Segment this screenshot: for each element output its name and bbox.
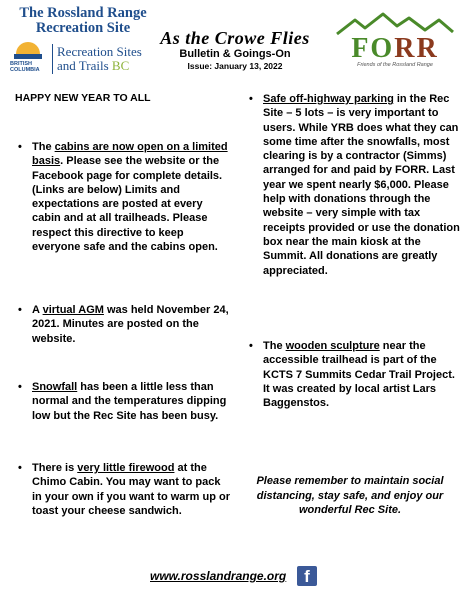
bullet-text: A [32, 304, 43, 316]
bullet-text: near the accessible trailhead is part of the KCTS 7 Summits Cedar Trail Project. It was created by local artist Lars Baggenstos. [263, 340, 455, 410]
bullet-dot: • [249, 93, 253, 105]
bullet-text: in the Rec Site – 5 lots – is very important to users. While YRB does what they can some time after the snowfalls, most clearing is by a contractor (Simms) arranged for and paid by FORR. Last year we spent nearly $6,000. Please help with donations through the website – very simple with tax receipts provided or use the donation box near the main kiosk at the Summit. All donations are greatly appreciated. [263, 93, 460, 277]
bullet-text: There is [32, 462, 78, 474]
bc-sun-logo-icon [10, 42, 48, 76]
newsletter-subtitle: Bulletin & Goings-On [179, 48, 291, 60]
greeting-heading: HAPPY NEW YEAR TO ALL [15, 92, 151, 104]
newsletter-title: As the Crowe Flies [160, 28, 310, 48]
bullet-text: has been a little less than normal and the temperatures dipping low but the Rec Site has been busy. [32, 381, 227, 422]
bullet-text: at the Chimo Cabin. You may want to pack in your own if you want to warm up or toast your cheese sandwich. [32, 462, 230, 517]
website-link[interactable]: www.rosslandrange.org [150, 569, 287, 583]
newsletter-masthead [150, 28, 320, 72]
bullet-text: was held November 24, 2021. Minutes are posted on the website. [32, 304, 229, 345]
bc-text-line2: COLUMBIA [10, 67, 40, 73]
bullet-sculpture [249, 339, 463, 410]
closing-message: Please remember to maintain social distancing, stay safe, and enjoy our wonderful Rec Site. [256, 475, 444, 516]
bullet-dot: • [249, 340, 253, 352]
site-title-line1: The Rossland Range [19, 5, 147, 21]
bullet-snowfall [18, 380, 232, 423]
footer [150, 569, 286, 583]
site-title-line2: Recreation Site [35, 20, 131, 36]
bullet-dot: • [18, 141, 22, 153]
facebook-icon[interactable]: f [297, 566, 317, 586]
bullet-highlight: cabins are now open on a limited basis [32, 141, 228, 168]
bc-text-line1: BRITISH [10, 61, 32, 67]
rec-sites-line2a: and Trails [57, 58, 109, 73]
bullet-text: The [263, 340, 286, 352]
bullet-dot: • [18, 304, 22, 316]
bullet-agm [18, 303, 232, 346]
bullet-text: The [32, 141, 55, 153]
rec-sites-line1: Recreation Sites [57, 44, 142, 59]
forr-word-b: RR [394, 33, 439, 64]
forr-tagline: Friends of the Rossland Range [357, 62, 433, 68]
bullet-dot: • [18, 381, 22, 393]
bullet-firewood [18, 461, 232, 518]
rec-sites-line2b: BC [111, 58, 130, 73]
bullet-highlight: very little firewood [77, 462, 175, 474]
bullet-highlight: wooden sculpture [285, 340, 380, 352]
bullet-highlight: Snowfall [32, 381, 78, 393]
bullet-highlight: Safe off-highway parking [263, 93, 394, 105]
bullet-text: . Please see the website or the Facebook page for complete details. (Links are below) Limits and expectations are posted at every cabin and at all trailheads. Please respect this directive to keep everyone safe and the cabins open. [32, 155, 223, 254]
rossland-range-logo [8, 6, 158, 76]
bullet-cabins [18, 140, 232, 254]
bullet-dot: • [18, 462, 22, 474]
bullet-highlight: virtual AGM [42, 304, 104, 316]
forr-logo [330, 10, 460, 68]
bullet-parking [249, 92, 463, 278]
issue-date: Issue: January 13, 2022 [187, 61, 283, 71]
forr-word-a: FO [351, 33, 395, 64]
